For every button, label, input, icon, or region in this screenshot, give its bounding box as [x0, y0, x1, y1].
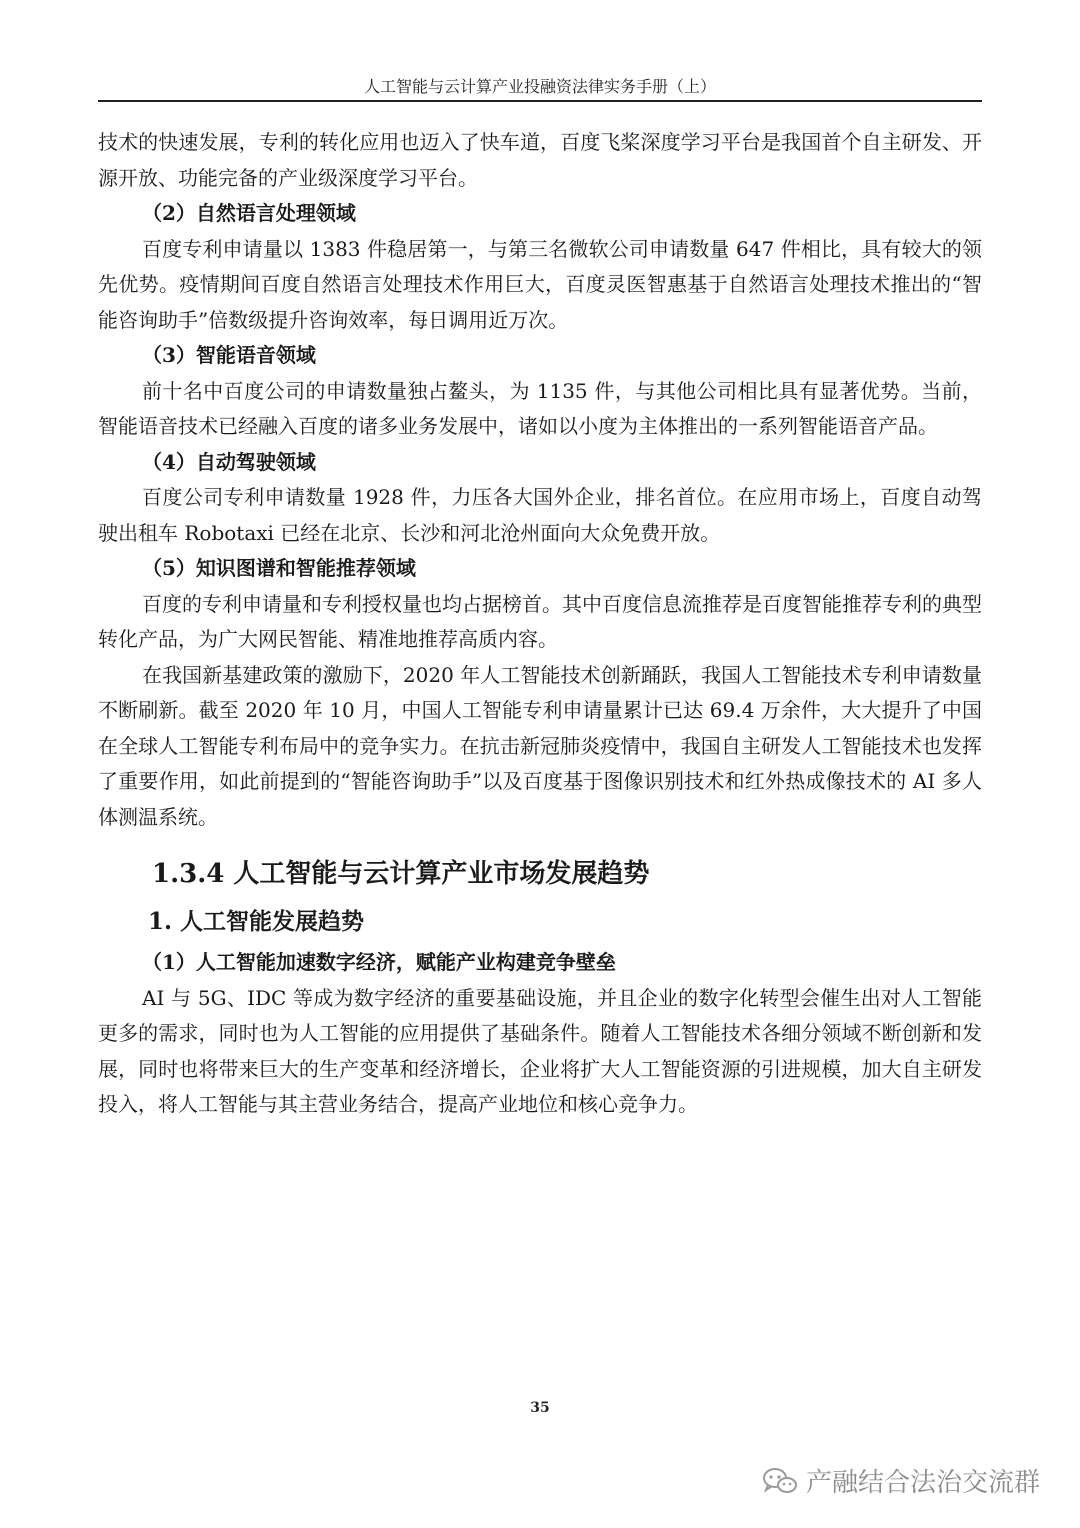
section-heading-1-3-4: 1.3.4 人工智能与云计算产业市场发展趋势	[152, 859, 650, 889]
paragraph-knowledge-graph: 百度的专利申请量和专利授权量也均占据榜首。其中百度信息流推荐是百度智能推荐专利的典型转化产品，为广大网民智能、精准地推荐高质内容。	[98, 591, 982, 651]
heading-autonomous-driving: （4）自动驾驶领域	[142, 449, 316, 474]
paragraph-autonomous-driving: 百度公司专利申请数量 1928 件，力压各大国外企业，排名首位。在应用市场上，百度自动驾驶出租车 Robotaxi 已经在北京、长沙和河北沧州面向大众免费开放。	[98, 485, 982, 545]
heading-nlp: （2）自然语言处理领域	[142, 201, 356, 225]
heading-speech: （3）智能语音领域	[142, 343, 316, 367]
paragraph-nlp: 百度专利申请量以 1383 件稳居第一，与第三名微软公司申请数量 647 件相比，具有较大的领先优势。疫情期间百度自然语言处理技术作用巨大，百度灵医智惠基于自然语言处理技术推出的“智能咨询助手”倍数级提升咨询效率，每日调用近万次。	[98, 236, 982, 332]
subsection-heading-ai-trends: 1. 人工智能发展趋势	[148, 908, 365, 935]
watermark-text: 产融结合法治交流群	[806, 1468, 1041, 1498]
paragraph-new-infrastructure: 在我国新基建政策的激励下，2020 年人工智能技术创新踊跃，我国人工智能技术专利申请数量不断刷新。截至 2020 年 10 月，中国人工智能专利申请量累计已达 69.4 万余件，大大提升了中国在全球人工智能专利布局中的竞争实力。在抗击新冠肺炎疫情中，我国自主研发人工智能技术也发挥了重要作用，如此前提到的“智能咨询助手”以及百度基于图像识别技术和红外热成像技术的 AI 多人体测温系统。	[98, 662, 982, 829]
paragraph-speech: 前十名中百度公司的申请数量独占鳌头，为 1135 件，与其他公司相比具有显著优势。当前，智能语音技术已经融入百度的诸多业务发展中，诸如以小度为主体推出的一系列智能语音产品。	[98, 378, 982, 438]
header-divider	[98, 100, 982, 102]
watermark	[762, 1462, 1040, 1499]
paragraph-digital-economy: AI 与 5G、IDC 等成为数字经济的重要基础设施，并且企业的数字化转型会催生出对人工智能更多的需求，同时也为人工智能的应用提供了基础条件。随着人工智能技术各细分领域不断创新和发展，同时也将带来巨大的生产变革和经济增长，企业将扩大人工智能资源的引进规模，加大自主研发投入，将人工智能与其主营业务结合，提高产业地位和核心竞争力。	[98, 985, 982, 1116]
running-header: 人工智能与云计算产业投融资法律实务手册（上）	[363, 77, 716, 96]
heading-knowledge-graph: （5）知识图谱和智能推荐领域	[142, 556, 416, 580]
wechat-icon	[762, 1466, 798, 1496]
page-body	[98, 125, 982, 1123]
paragraph-baidu-paddle: 技术的快速发展，专利的转化应用也迈入了快车道，百度飞桨深度学习平台是我国首个自主研发、开源开放、功能完备的产业级深度学习平台。	[98, 130, 982, 190]
page-number: 35	[530, 1400, 550, 1416]
heading-digital-economy: （1）人工智能加速数字经济，赋能产业构建竞争壁垒	[142, 950, 616, 974]
